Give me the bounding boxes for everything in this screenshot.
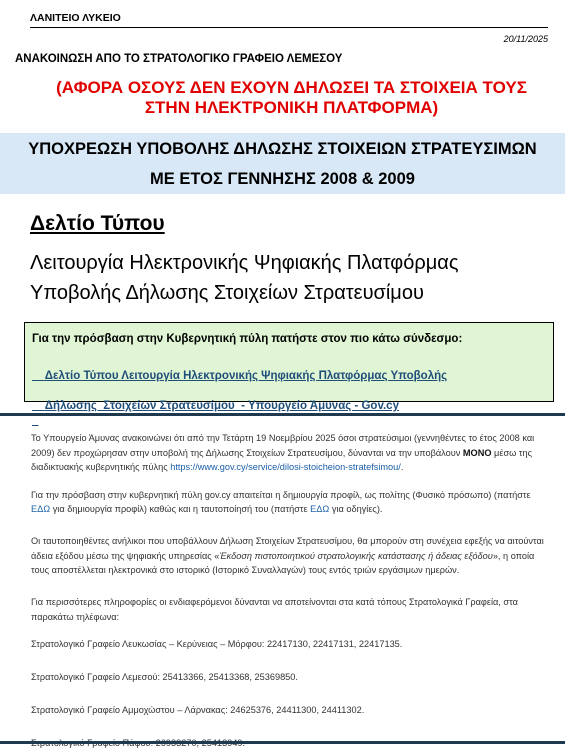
press-release-link[interactable] [32,354,553,429]
instructions-link[interactable]: ΕΔΩ [310,504,330,514]
p1-text: Το Υπουργείο Άμυνας ανακοινώνει ότι από την Τετάρτη 19 Νοεμβρίου 2025 όσοι στρατεύσιμοι (γεννηθέντες το έτος 2008 και 2009) δεν προχώρησαν στην υποβολή της Δήλωσης Στοιχείων Στρατευσίμου, δύνανται να την υποβάλουν [31,433,535,458]
press-release-body [31,431,551,754]
office-famagusta-larnaca: Στρατολογικό Γραφείο Αμμοχώστου – Λάρνακας: 24625376, 24411300, 24411302. [31,705,365,715]
access-box [24,322,554,412]
p3-text-2: », η οποία τους αποστέλλεται ηλεκτρονικά στο ιστορικό (Ιστορικό Συναλλαγών) τους εντός τριών εργάσιμων ημερών. [31,550,535,575]
red-notice-line-2: ΣΤΗΝ ΗΛΕΚΤΡΟΝΙΚΗ ΠΛΑΤΦΟΡΜΑ) [144,98,439,117]
subtitle-line-1: Λειτουργία Ηλεκτρονικής Ψηφιακής Πλατφόρμας [30,252,459,274]
p1-only: ΜΟΝΟ [462,447,492,458]
banner-line-2: ΜΕ ΕΤΟΣ ΓΕΝΝΗΣΗΣ 2008 & 2009 [150,170,415,188]
paragraph-2 [31,488,551,517]
p2-text: Για την πρόσβαση στην κυβερνητική πύλη gov.cy απαιτείται η δημιουργία προφίλ, ως πολίτης (Φυσικό πρόσωπο) (πατήστε [31,489,531,500]
announcement-title: ΑΝΑΚΟΙΝΩΣΗ ΑΠΟ ΤΟ ΣΤΡΑΤΟΛΟΓΙΚΟ ΓΡΑΦΕΙΟ ΛΕΜΕΣΟΥ [15,53,343,65]
divider-bottom [0,741,565,744]
link-line-1: Δελτίο Τύπου Λειτουργία Ηλεκτρονικής Ψηφιακής Πλατφόρμας Υποβολής [44,370,448,382]
office-nicosia: Στρατολογικό Γραφείο Λευκωσίας – Κερύνειας – Μόρφου: 22417130, 22417131, 22417135. [31,639,403,649]
banner-line-1: ΥΠΟΧΡΕΩΣΗ ΥΠΟΒΟΛΗΣ ΔΗΛΩΣΗΣ ΣΤΟΙΧΕΙΩΝ ΣΤΡΑΤΕΥΣΙΜΩΝ [28,140,537,158]
header-date: 20/11/2025 [503,34,548,44]
divider-top [0,413,565,416]
office-limassol: Στρατολογικό Γραφείο Λεμεσού: 25413366, 25413368, 25369850. [31,672,298,682]
paragraph-4: Για περισσότερες πληροφορίες οι ενδιαφερόμενοι δύνανται να αποτείνονται στα κατά τόπους Στρατολογικά Γραφεία, στα παρακάτω τηλέφωνα: [31,597,518,622]
obligation-banner [0,133,565,194]
create-profile-link[interactable]: ΕΔΩ [31,504,51,514]
p3-text: Οι ταυτοποιηθέντες ανήλικοι που υποβάλλουν Δήλωση Στοιχείων Στρατευσίμου, θα μπορούν στη συνέχεια εφεξής να αιτούνται άδεια εξόδου μέσω της ψηφιακής υπηρεσίας « [31,536,544,561]
p2-end: για οδηγίες). [329,504,383,514]
press-release-subtitle [30,248,459,308]
link-line-2: Δήλωσης Στοιχείων Στρατευσίμου - Υπουργείο Άμυνας - Gov.cy [44,400,399,412]
red-notice [0,78,565,118]
access-intro: Για την πρόσβαση στην Κυβερνητική πύλη πατήστε στον πιο κάτω σύνδεσμο: [32,333,463,345]
gov-cy-link[interactable]: https://www.gov.cy/service/dilosi-stoicheion-stratefsimou/ [170,462,401,472]
p3-service-name: Έκδοση πιστοποιητικού στρατολογικής κατάστασης ή άδειας εξόδου [219,550,493,561]
school-name: ΛΑΝΙΤΕΙΟ ΛΥΚΕΙΟ [30,10,548,28]
subtitle-line-2: Υποβολής Δήλωσης Στοιχείων Στρατευσίμου [30,282,424,304]
paragraph-1 [31,431,551,475]
p2-text-2: για δημιουργία προφίλ) καθώς και η ταυτοποίησή του (πατήστε [50,504,311,514]
paragraph-3 [31,534,551,578]
red-notice-line-1: (ΑΦΟΡΑ ΟΣΟΥΣ ΔΕΝ ΕΧΟΥΝ ΔΗΛΩΣΕΙ ΤΑ ΣΤΟΙΧΕΙΑ ΤΟΥΣ [56,78,527,97]
p1-text-2: μέσω της διαδικτυακής κυβερνητικής πύλης [31,447,533,472]
press-release-heading: Δελτίο Τύπου [30,212,165,235]
p1-end: . [400,462,404,472]
